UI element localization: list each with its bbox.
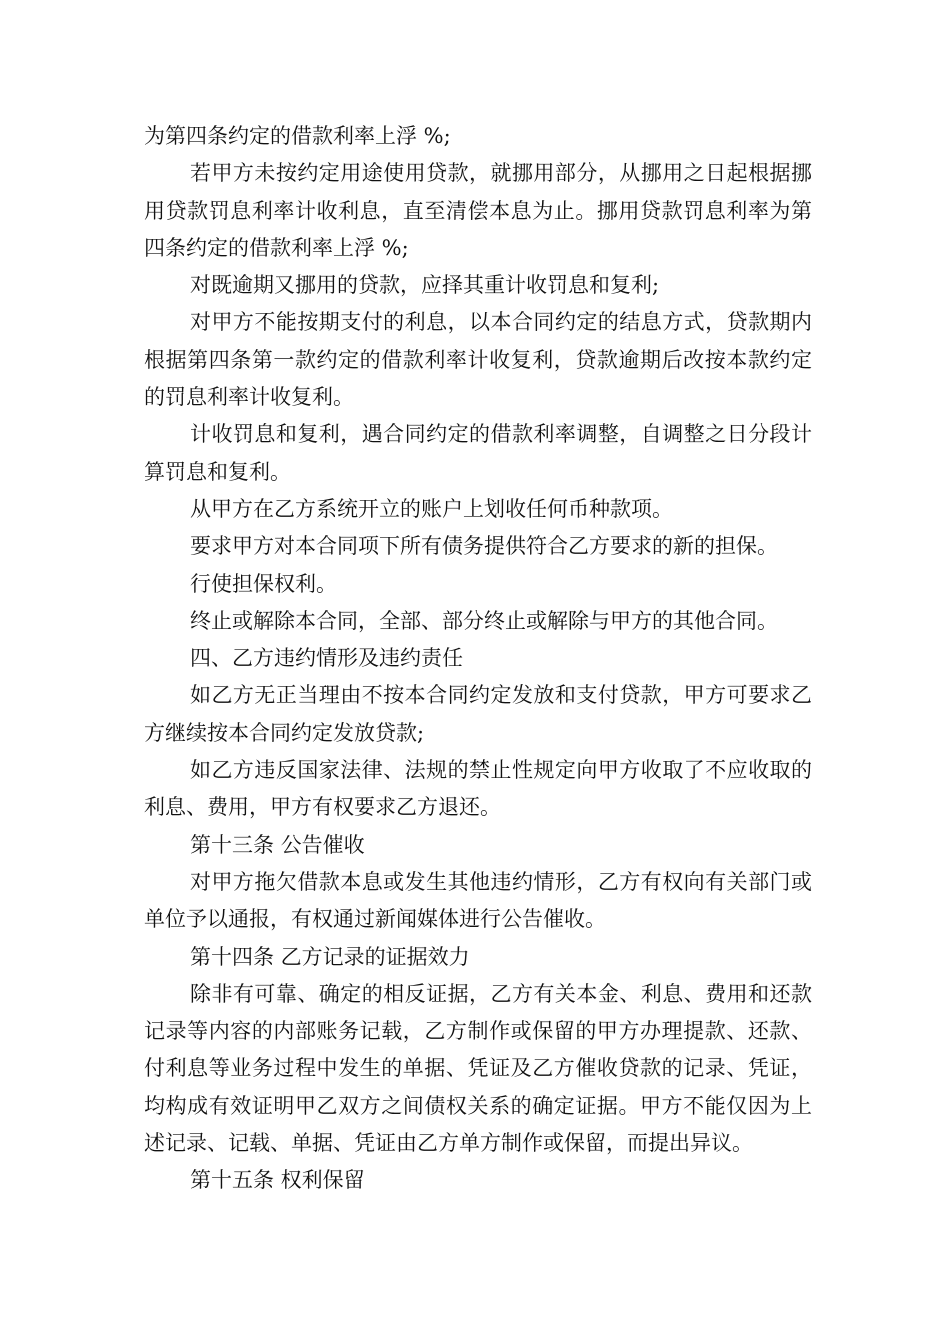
paragraph-2: 对既逾期又挪用的贷款，应择其重计收罚息和复利; (190, 273, 660, 298)
article-heading-13: 第十三条 公告催收 (190, 832, 365, 857)
document-body (144, 118, 812, 1200)
paragraph-1: 若甲方未按约定用途使用贷款，就挪用部分，从挪用之日起根据挪用贷款罚息利率计收利息，直至清偿本息为止。挪用贷款罚息利率为第四条约定的借款利率上浮 %; (144, 161, 812, 260)
paragraph-7: 行使担保权利。 (190, 571, 337, 596)
article-heading-14: 第十四条 乙方记录的证据效力 (190, 944, 470, 969)
paragraph-6: 要求甲方对本合同项下所有债务提供符合乙方要求的新的担保。 (190, 534, 778, 559)
paragraph-10: 如乙方无正当理由不按本合同约定发放和支付贷款，甲方可要求乙方继续按本合同约定发放贷款; (144, 683, 812, 745)
paragraph-5: 从甲方在乙方系统开立的账户上划收任何币种款项。 (190, 496, 673, 521)
paragraph-8: 终止或解除本合同，全部、部分终止或解除与甲方的其他合同。 (190, 608, 778, 633)
paragraph-0: 为第四条约定的借款利率上浮 %; (144, 124, 451, 148)
paragraph-15: 除非有可靠、确定的相反证据，乙方有关本金、利息、费用和还款记录等内容的内部账务记载，乙方制作或保留的甲方办理提款、还款、付利息等业务过程中发生的单据、凭证及乙方催收贷款的记录、凭证，均构成有效证明甲乙双方之间债权关系的确定证据。甲方不能仅因为上述记录、记载、单据、凭证由乙方单方制作或保留，而提出异议。 (144, 981, 812, 1156)
paragraph-3: 对甲方不能按期支付的利息，以本合同约定的结息方式，贷款期内根据第四条第一款约定的借款利率计收复利，贷款逾期后改按本款约定的罚息利率计收复利。 (144, 310, 812, 410)
paragraph-4: 计收罚息和复利，遇合同约定的借款利率调整，自调整之日分段计算罚息和复利。 (144, 422, 812, 484)
section-heading-4: 四、乙方违约情形及违约责任 (190, 646, 463, 671)
paragraph-11: 如乙方违反国家法律、法规的禁止性规定向甲方收取了不应收取的利息、费用，甲方有权要求乙方退还。 (144, 758, 812, 820)
article-heading-15: 第十五条 权利保留 (190, 1168, 365, 1193)
paragraph-13: 对甲方拖欠借款本息或发生其他违约情形，乙方有权向有关部门或单位予以通报，有权通过新闻媒体进行公告催收。 (144, 869, 812, 932)
